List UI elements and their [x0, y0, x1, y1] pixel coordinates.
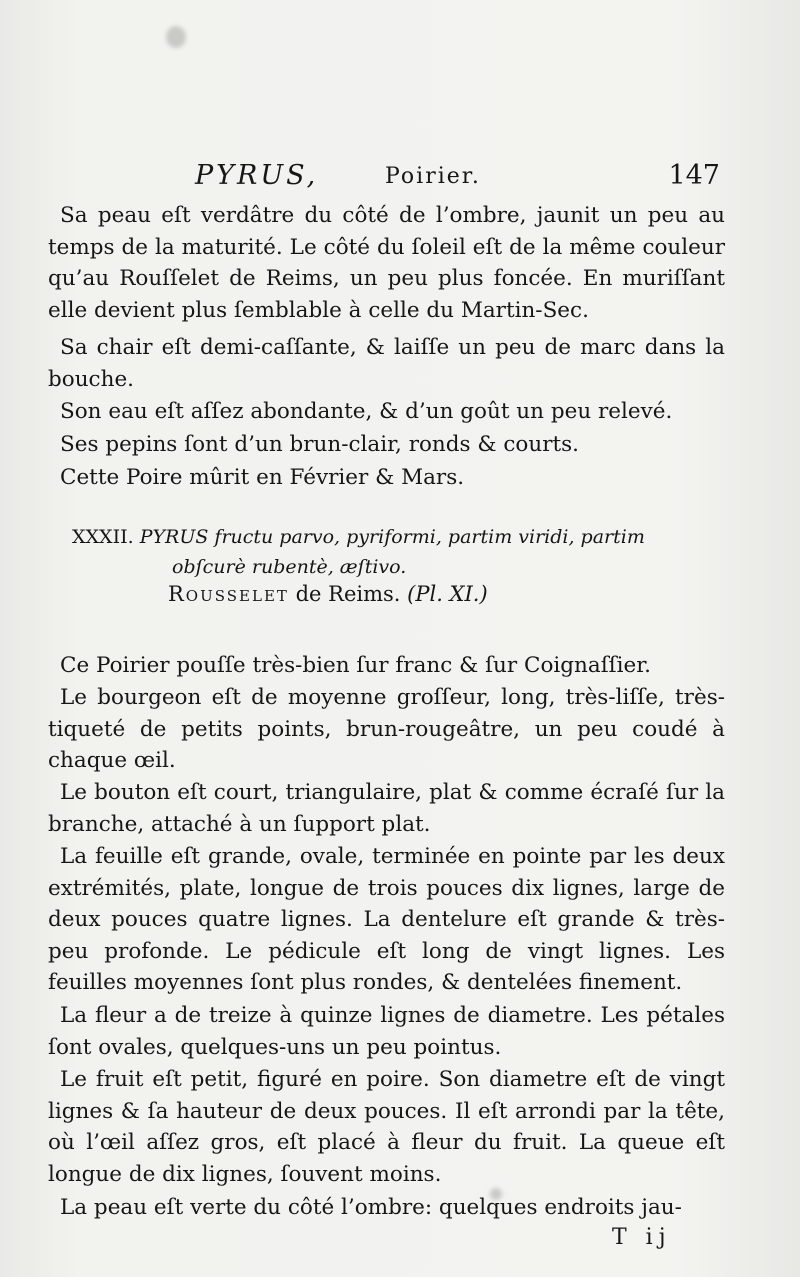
paragraph-bud: Le bouton eſt court, triangulaire, plat & comme écraſé ſur la branche, attaché à un ſupport plat. [48, 780, 725, 837]
species-genus: PYRUS [139, 526, 209, 548]
paragraph-skin: Sa peau eſt verdâtre du côté de l’ombre, jaunit un peu au temps de la maturité. Le côté du ſoleil eſt de la même couleur qu’au Rouſſelet de Reims, un peu plus foncée. En muriſſant elle devient plus ſemblable à celle du Martin-Sec. [48, 203, 725, 323]
plate-reference: (Pl. XI.) [407, 582, 488, 606]
running-header [195, 160, 720, 200]
signature-mark: T ij [612, 1225, 672, 1250]
paragraph-seeds: Ses pepins ſont d’un brun-clair, ronds & courts. [60, 432, 579, 457]
paper-stain [166, 26, 186, 48]
paragraph-fruit: Le fruit eſt petit, figuré en poire. Son diametre eſt de vingt lignes & ſa hauteur de deux pouces. Il eſt arrondi par la tête, où l’œil aſſez gros, eſt placé à fleur du fruit. La queue eſt longue de dix lignes, ſouvent moins. [48, 1067, 725, 1187]
page-number: 147 [668, 160, 720, 191]
paragraph-ripening: Cette Poire mûrit en Février & Mars. [60, 465, 465, 490]
variety-place: de Reims. [295, 582, 401, 606]
running-subtitle: Poirier. [385, 164, 481, 189]
paragraph-juice: Son eau eſt aſſez abondante, & d’un goût un peu relevé. [60, 399, 673, 424]
paragraph-shoot: Le bourgeon eſt de moyenne groſſeur, long, très-liſſe, très-tiqueté de petits points, brun-rougeâtre, un peu coudé à chaque œil. [48, 685, 725, 773]
running-title: PYRUS, [195, 160, 319, 191]
paragraph-flesh: Sa chair eſt demi-caſſante, & laiſſe un peu de marc dans la bouche. [48, 335, 725, 392]
variety-name: Rousselet [168, 582, 289, 606]
paragraph-tree: Ce Poirier pouſſe très-bien ſur franc & ſur Coignaſſier. [60, 653, 651, 678]
species-description-line2: obſcurè rubentè, æſtivo. [172, 556, 407, 578]
paragraph-leaf: La feuille eſt grande, ovale, terminée en pointe par les deux extrémités, plate, longue de trois pouces dix lignes, large de deux pouces quatre lignes. La dentelure eſt grande & très-peu profonde. Le pédicule eſt long de vingt lignes. Les feuilles moyennes ſont plus rondes, & dentelées finement. [48, 844, 725, 995]
paragraph-fruit-skin: La peau eſt verte du côté l’ombre: quelques endroits jau- [60, 1195, 682, 1220]
species-entry [72, 522, 722, 582]
species-description-line1: fructu parvo, pyriformi, partim viridi, partim [214, 526, 645, 548]
species-number: XXXII. [72, 526, 134, 548]
variety-heading [168, 582, 488, 606]
paragraph-flower: La fleur a de treize à quinze lignes de diametre. Les pétales ſont ovales, quelques-uns un peu pointus. [48, 1003, 725, 1060]
